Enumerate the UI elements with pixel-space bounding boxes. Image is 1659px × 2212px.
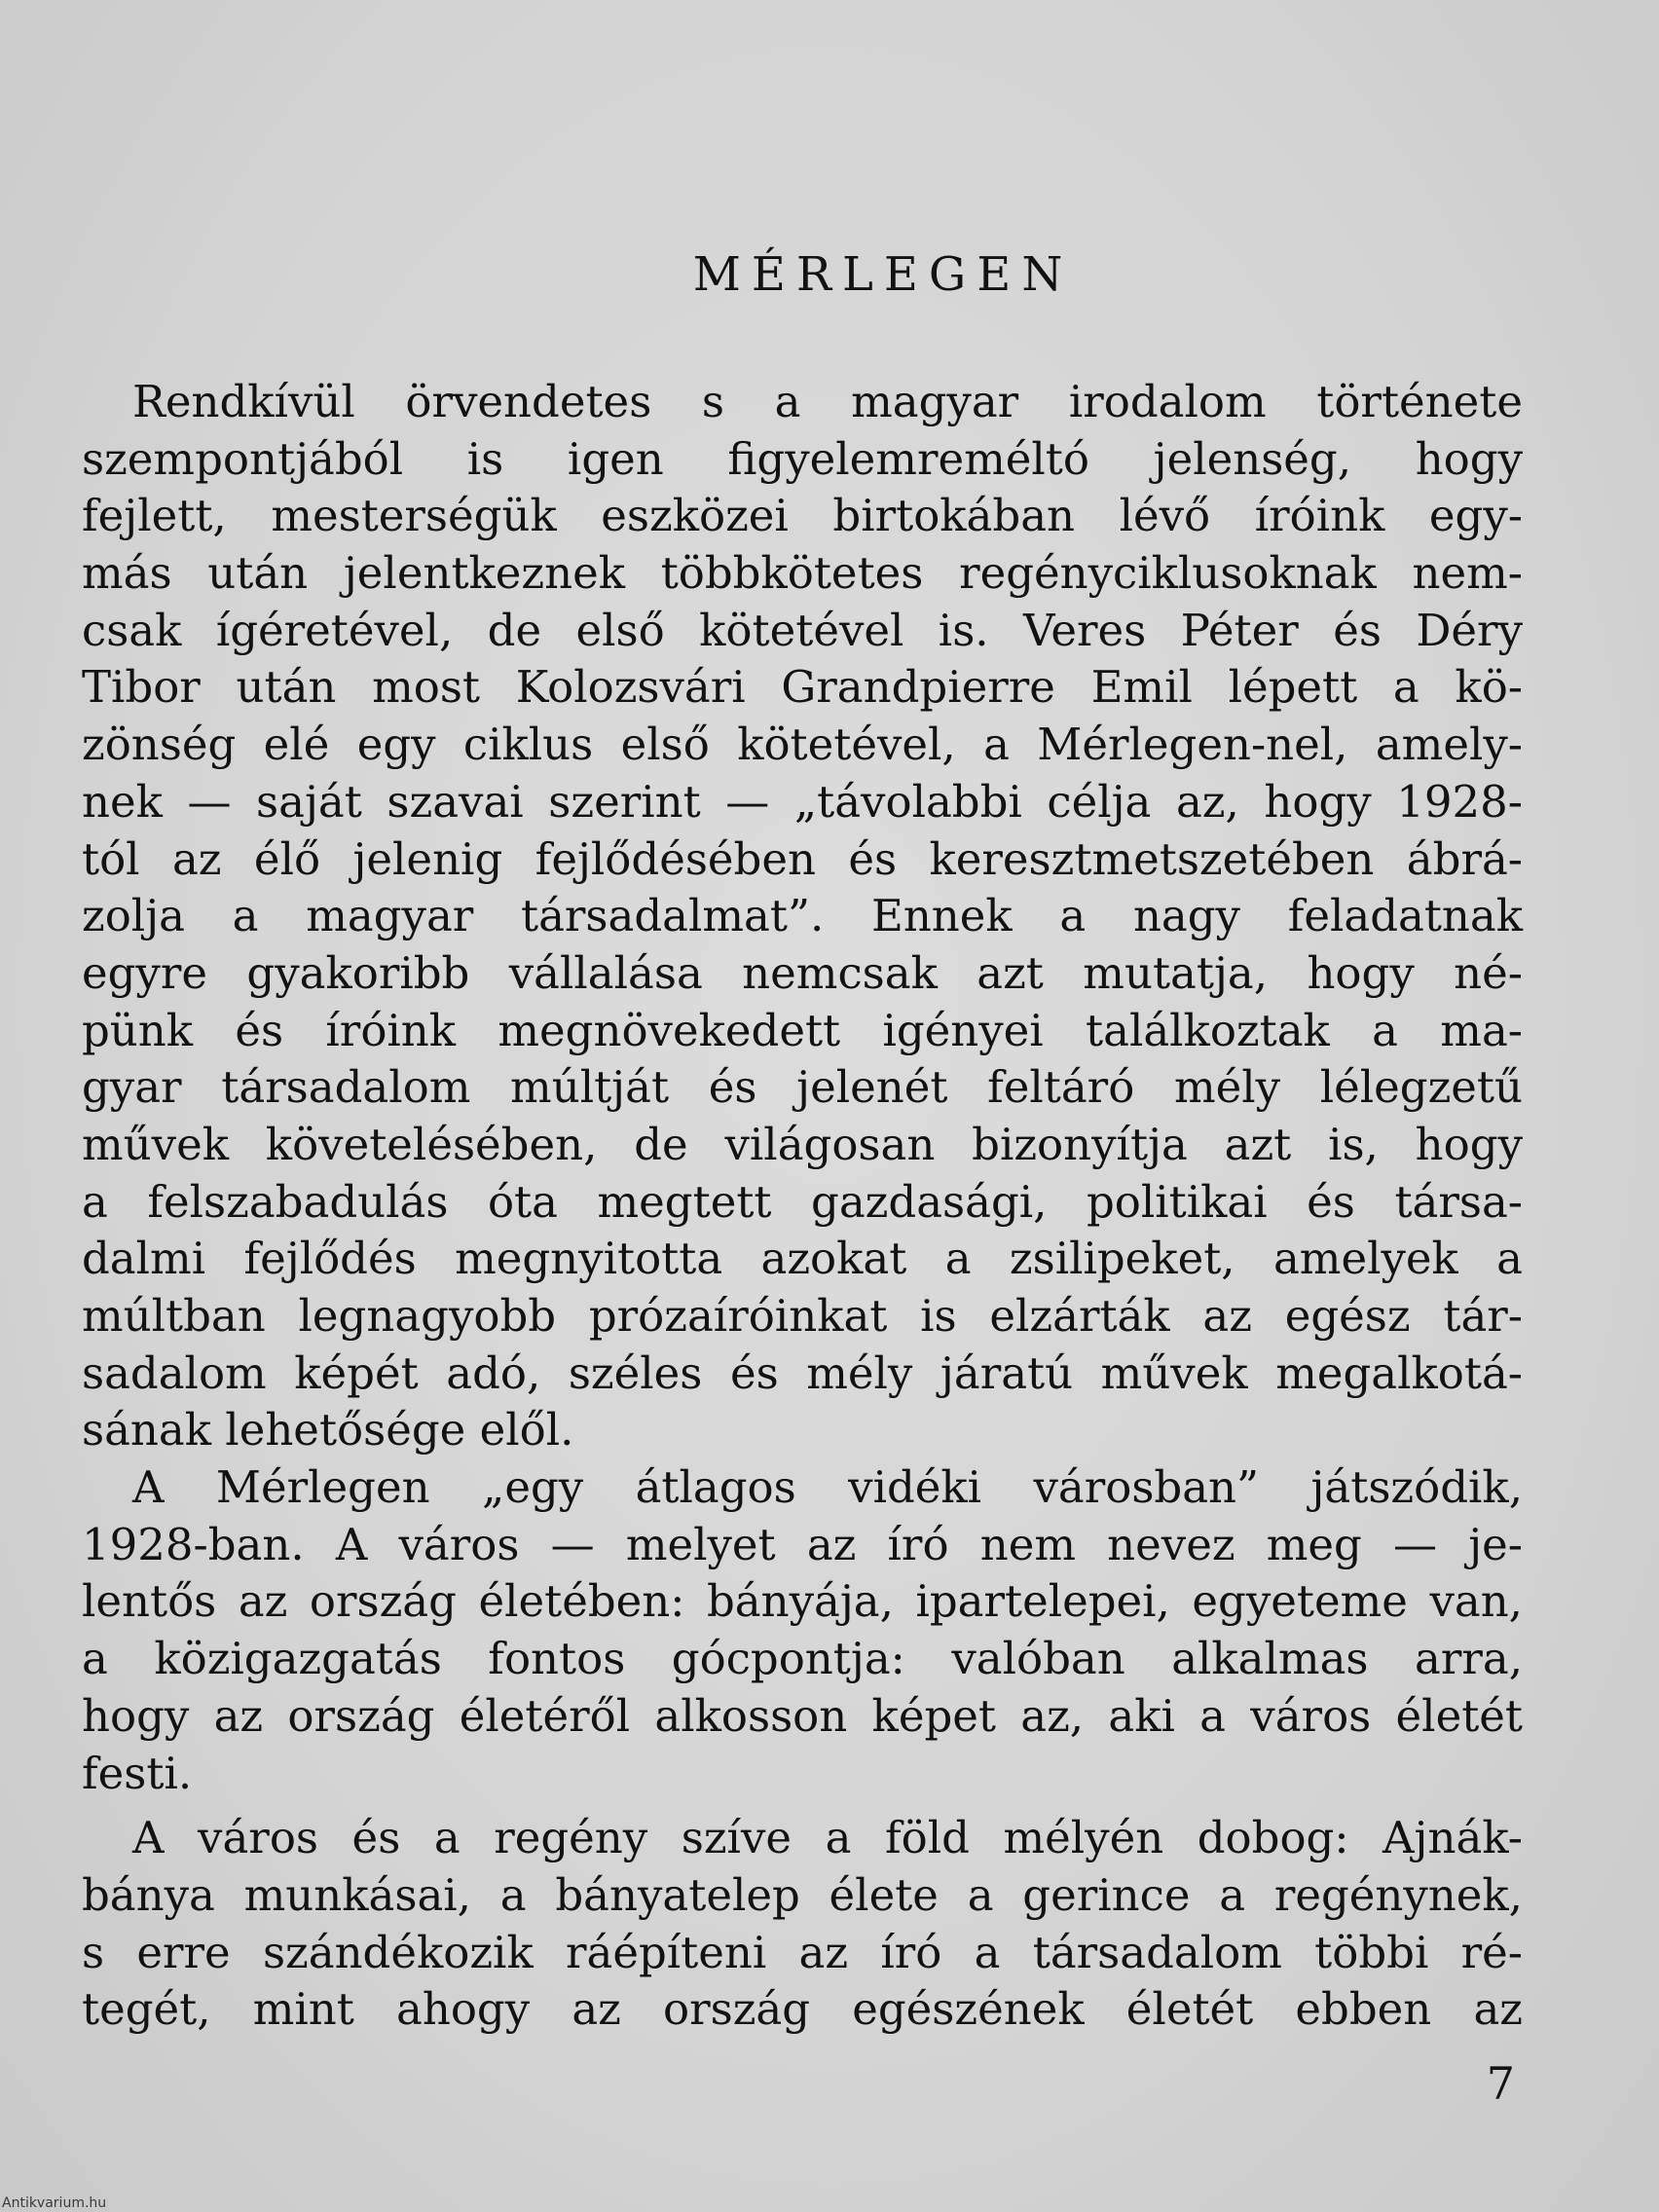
paragraph-1 — [82, 374, 1523, 1459]
text-line: zönség elé egy ciklus első kötetével, a Mérlegen-nel, amely- — [82, 719, 1523, 771]
text-line: tegét, mint ahogy az ország egészének életét ebben az — [82, 1983, 1523, 2036]
text-line: A Mérlegen „egy átlagos vidéki városban” játszódik, — [132, 1461, 1523, 1514]
text-line: a felszabadulás óta megtett gazdasági, politikai és társa- — [82, 1175, 1523, 1228]
page-number: 7 — [1486, 2057, 1515, 2110]
paragraph-3 — [82, 1810, 1523, 2039]
text-line: egyre gyakoribb vállalása nemcsak azt mutatja, hogy né- — [82, 946, 1523, 999]
text-line: múltban legnagyobb prózaíróinkat is elzárták az egész tár- — [82, 1290, 1523, 1342]
text-line: bánya munkásai, a bányatelep élete a gerince a regénynek, — [82, 1868, 1523, 1921]
text-line: tól az élő jelenig fejlődésében és keresztmetszetében ábrá- — [82, 832, 1523, 885]
text-line: Rendkívül örvendetes s a magyar irodalom története — [132, 376, 1523, 427]
text-line: festi. — [82, 1747, 193, 1799]
text-line: nek — saját szavai szerint — „távolabbi célja az, hogy 1928- — [82, 775, 1523, 828]
text-line: pünk és íróink megnövekedett igényei találkoztak a ma- — [82, 1004, 1523, 1056]
text-line: sadalom képét adó, széles és mély járatú művek megalkotá- — [82, 1346, 1523, 1399]
text-line: Tibor után most Kolozsvári Grandpierre Emil lépett a kö- — [82, 661, 1523, 714]
text-line: csak ígéretével, de első kötetével is. Veres Péter és Déry — [82, 604, 1523, 656]
body-text — [82, 374, 1523, 2039]
paragraph-2 — [82, 1459, 1523, 1802]
text-line: más után jelentkeznek többkötetes regényciklusoknak nem- — [82, 547, 1523, 600]
text-line: hogy az ország életéről alkosson képet az, aki a város életét — [82, 1689, 1523, 1742]
text-line: gyar társadalom múltját és jelenét feltáró mély lélegzetű — [82, 1061, 1523, 1114]
text-line: lentős az ország életében: bányája, ipartelepei, egyeteme van, — [82, 1575, 1523, 1628]
watermark: Antikvarium.hu — [2, 2195, 107, 2211]
text-line: a közigazgatás fontos gócpontja: valóban alkalmas arra, — [82, 1633, 1523, 1685]
text-line: zolja a magyar társadalmat”. Ennek a nagy feladatnak — [82, 890, 1523, 942]
text-line: 1928-ban. A város — melyet az író nem nevez meg — je- — [82, 1518, 1523, 1570]
text-line: A város és a regény szíve a föld mélyén dobog: Ajnák- — [132, 1812, 1523, 1864]
text-line: s erre szándékozik ráépíteni az író a társadalom többi ré- — [82, 1926, 1523, 1978]
text-line: sának lehetősége elől. — [82, 1404, 574, 1456]
text-line: szempontjából is igen figyelemreméltó jelenség, hogy — [82, 432, 1523, 485]
text-line: művek követelésében, de világosan bizonyítja azt is, hogy — [82, 1118, 1523, 1170]
paragraph-gap — [82, 1802, 1523, 1810]
chapter-title: MÉRLEGEN — [692, 247, 1074, 302]
text-line: dalmi fejlődés megnyitotta azokat a zsilipeket, amelyek a — [82, 1233, 1523, 1285]
text-line: fejlett, mesterségük eszközei birtokában lévő íróink egy- — [82, 490, 1523, 542]
